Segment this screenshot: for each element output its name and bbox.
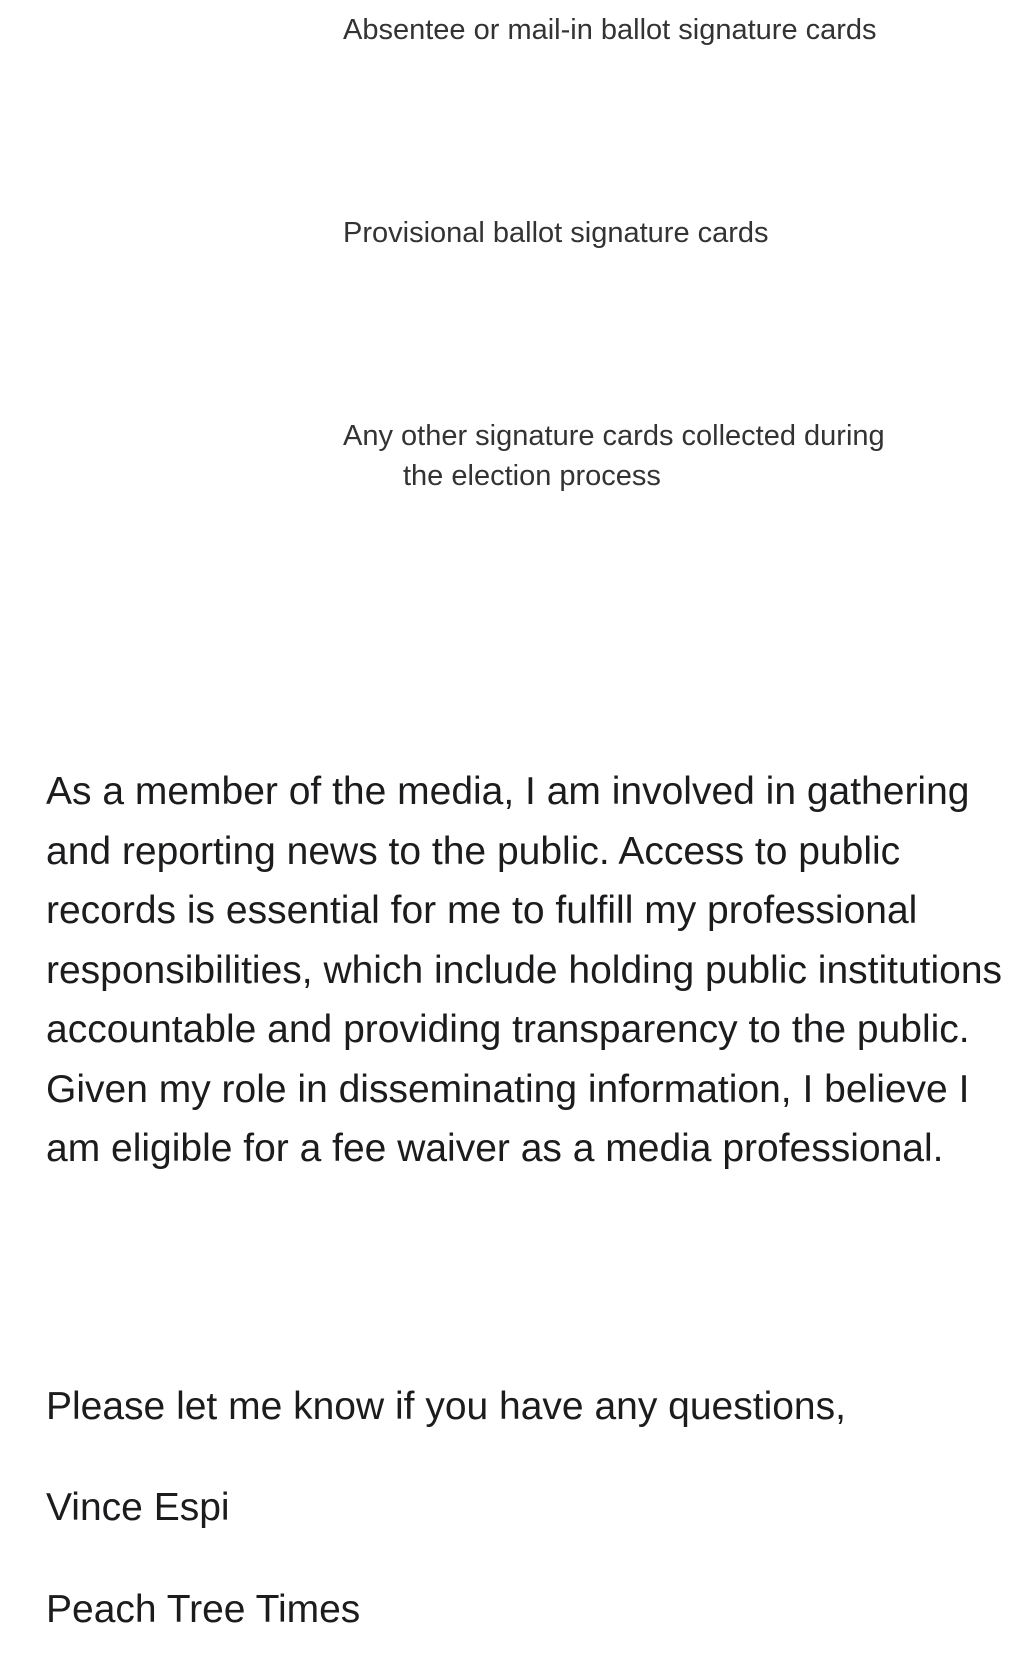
list-item-text-line1: Any other signature cards collected during bbox=[343, 420, 885, 452]
list-item-text-line2: the election process bbox=[403, 460, 661, 492]
list-item-text: Absentee or mail-in ballot signature cards bbox=[343, 14, 877, 46]
list-item-provisional-cards bbox=[343, 213, 983, 253]
signature-name: Vince Espi bbox=[46, 1486, 230, 1529]
list-item-other-cards bbox=[343, 416, 983, 496]
fee-waiver-paragraph: As a member of the media, I am involved in gathering and reporting news to the public. Access to public records is essential for me to fulfill my professional responsibilities, which include holding public institutions accountable and providing transparency to the public. Given my role in disseminating information, I believe I am eligible for a fee waiver as a media professional. bbox=[46, 770, 1003, 1170]
list-item-text: Provisional ballot signature cards bbox=[343, 217, 769, 249]
signature-organization: Peach Tree Times bbox=[46, 1588, 361, 1631]
list-item-absentee-cards bbox=[343, 10, 983, 50]
closing-line: Please let me know if you have any questions, bbox=[46, 1385, 846, 1428]
